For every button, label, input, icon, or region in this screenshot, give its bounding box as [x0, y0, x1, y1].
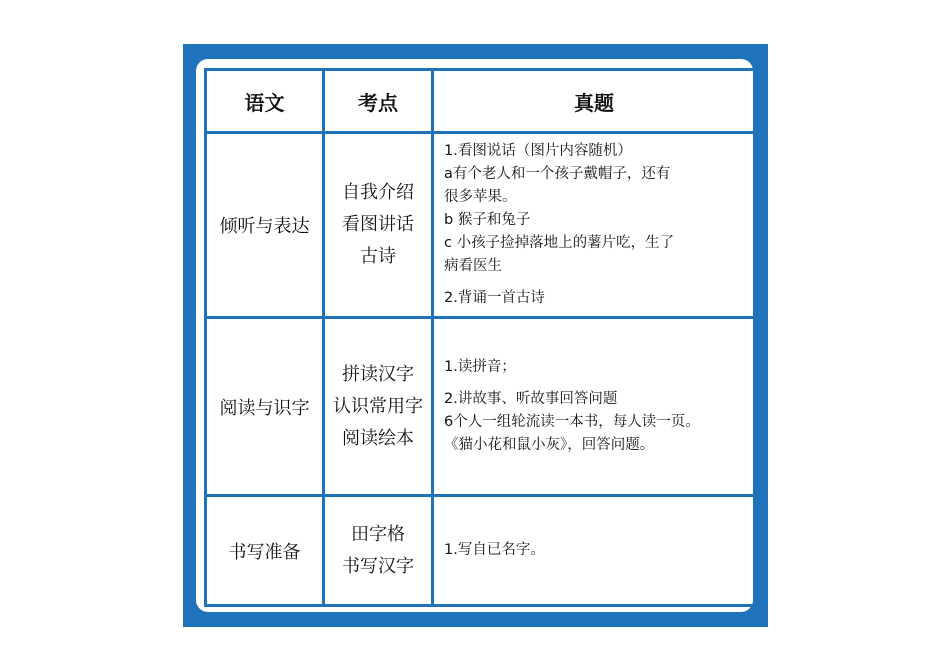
row-exam: [433, 133, 756, 318]
exam-line: 2.讲故事、听故事回答问题: [444, 391, 618, 407]
point-item: 拼读汉字: [342, 363, 414, 385]
table-card: [196, 59, 753, 612]
point-item: 认识常用字: [333, 395, 423, 417]
row-category: 阅读与识字: [206, 318, 324, 496]
table-row: [206, 496, 756, 606]
header-points: 考点: [324, 70, 433, 133]
point-item: 田字格: [351, 523, 405, 545]
row-points: [324, 133, 433, 318]
exam-line: c 小孩子捡掉落地上的薯片吃，生了: [444, 235, 675, 251]
row-exam: [433, 496, 756, 606]
exam-line: a有个老人和一个孩子戴帽子，还有: [444, 166, 671, 182]
table-row: [206, 318, 756, 496]
line-gap: [444, 278, 744, 287]
row-exam: [433, 318, 756, 496]
exam-line: 1.写自已名字。: [444, 542, 545, 558]
point-item: 自我介绍: [342, 182, 414, 203]
exam-line: 《猫小花和鼠小灰》，回答问题。: [444, 437, 655, 453]
exam-line: 病看医生: [444, 258, 502, 274]
line-gap: [444, 379, 744, 388]
exam-line: b 猴子和兔子: [444, 212, 531, 228]
row-category: 书写准备: [206, 496, 324, 606]
header-subject: 语文: [206, 70, 324, 133]
row-points: [324, 496, 433, 606]
table-frame: [183, 44, 768, 627]
point-item: 阅读绘本: [342, 427, 414, 449]
header-exam: 真题: [433, 70, 756, 133]
exam-line: 1.读拼音；: [444, 359, 516, 375]
exam-line: 1.看图说话（图片内容随机）: [444, 143, 632, 159]
header-row: [206, 70, 756, 133]
exam-line: 很多苹果。: [444, 189, 517, 205]
row-points: [324, 318, 433, 496]
exam-table: [204, 68, 757, 607]
point-item: 古诗: [360, 246, 396, 267]
table-row: [206, 133, 756, 318]
exam-line: 6个人一组轮流读一本书，每人读一页。: [444, 414, 700, 430]
point-item: 看图讲话: [342, 214, 414, 235]
point-item: 书写汉字: [342, 555, 414, 577]
row-category: 倾听与表达: [206, 133, 324, 318]
exam-line: 2.背诵一首古诗: [444, 290, 545, 306]
